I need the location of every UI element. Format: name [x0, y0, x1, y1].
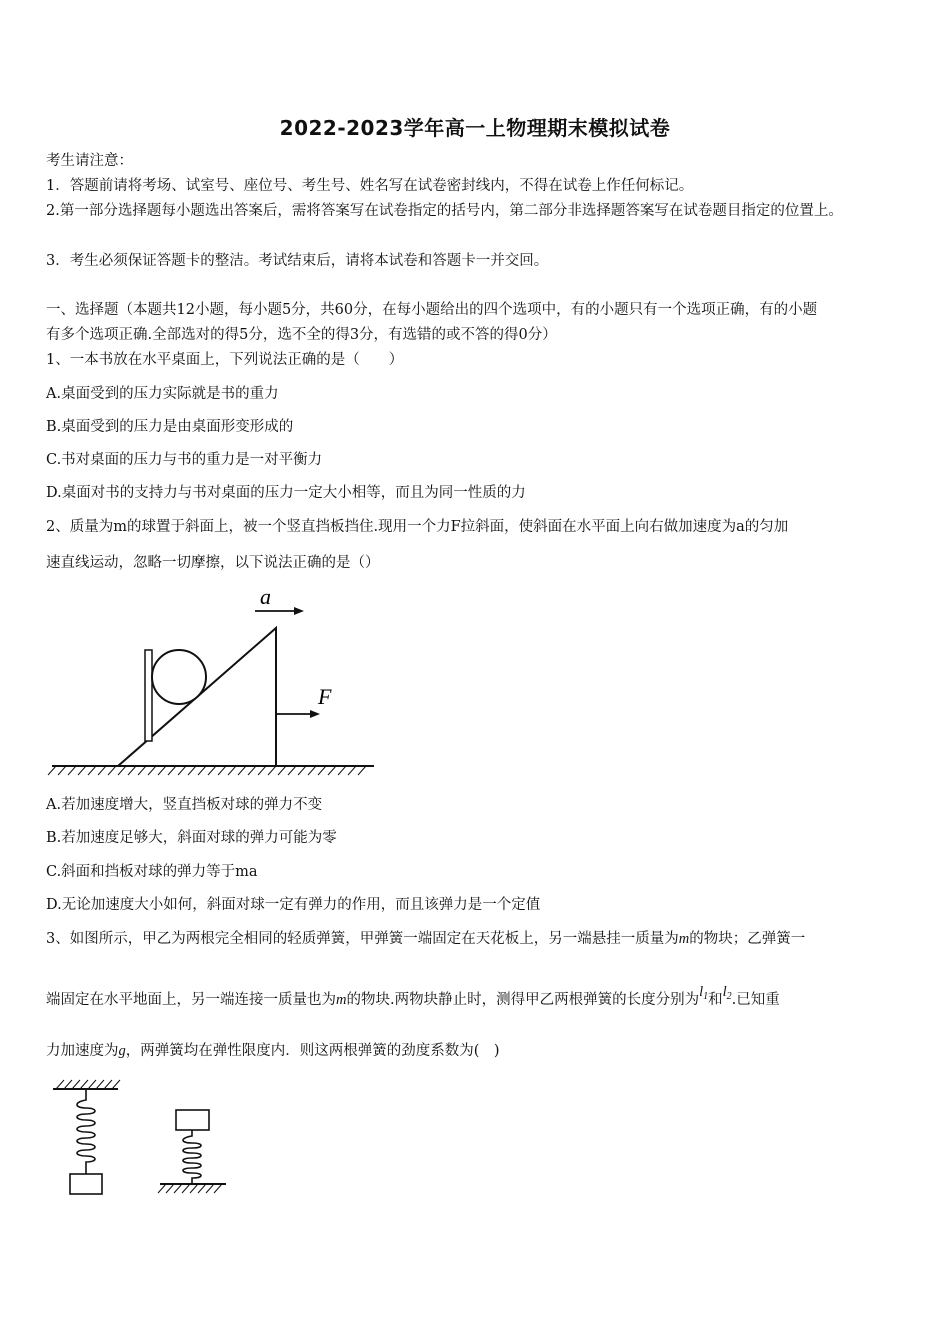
question-1-option-b: B.桌面受到的压力是由桌面形变形成的	[46, 419, 294, 435]
question-1-stem: 1、一本书放在水平桌面上，下列说法正确的是（ ）	[46, 352, 404, 368]
notice-heading: 考生请注意：	[46, 153, 133, 169]
question-2-stem-line-1: 2、质量为m的球置于斜面上，被一个竖直挡板挡住.现用一个力F拉斜面，使斜面在水平面上向右做加速度为a的匀加	[46, 519, 789, 535]
question-2-option-b: B.若加速度足够大，斜面对球的弹力可能为零	[46, 830, 337, 846]
springs-figure	[46, 1072, 236, 1202]
question-1-option-d: D.桌面对书的支持力与书对桌面的压力一定大小相等，而且为同一性质的力	[46, 485, 526, 501]
ground-hatching	[48, 766, 366, 775]
force-label: F	[318, 684, 332, 709]
floor-hatching	[158, 1184, 222, 1193]
hanging-spring	[77, 1089, 95, 1174]
question-3-stem-line-3: 力加速度为g，两弹簧均在弹性限度内．则这两根弹簧的劲度系数为( )	[46, 1043, 500, 1059]
incline-ball-figure	[46, 580, 386, 780]
force-arrowhead	[310, 710, 320, 718]
section-heading-line-2: 有多个选项正确.全部选对的得5分，选不全的得3分，有选错的或不答的得0分）	[46, 327, 557, 343]
ceiling-hatching	[56, 1080, 120, 1089]
page-title: 2022-2023学年高一上物理期末模拟试卷	[279, 116, 671, 140]
section-heading-line-1: 一、选择题（本题共12小题，每小题5分，共60分，在每小题给出的四个选项中，有的小题只有一个选项正确，有的小题	[46, 302, 818, 318]
acceleration-label: a	[260, 584, 271, 609]
question-2-option-d: D.无论加速度大小如何，斜面对球一定有弹力的作用，而且该弹力是一个定值	[46, 897, 541, 913]
notice-item-1: 1．答题前请将考场、试室号、座位号、考生号、姓名写在试卷密封线内，不得在试卷上作任何标记。	[46, 178, 694, 194]
question-2-option-a: A.若加速度增大，竖直挡板对球的弹力不变	[46, 797, 323, 813]
notice-item-2: 2.第一部分选择题每小题选出答案后，需将答案写在试卷指定的括号内，第二部分非选择题答案写在试卷题目指定的位置上。	[46, 203, 843, 219]
acceleration-arrowhead	[294, 607, 304, 615]
standing-block	[176, 1110, 209, 1130]
question-3-stem-line-2: 端固定在水平地面上，另一端连接一质量也为m的物块.两物块静止时，测得甲乙两根弹簧的长度分别为$l_1$和$l_2$.已知重	[46, 984, 780, 1008]
l1-symbol: $l_1$	[699, 984, 709, 1002]
question-1-option-c: C.书对桌面的压力与书的重力是一对平衡力	[46, 452, 323, 468]
question-2-stem-line-2: 速直线运动，忽略一切摩擦，以下说法正确的是（）	[46, 555, 380, 571]
question-1-option-a: A.桌面受到的压力实际就是书的重力	[46, 386, 279, 402]
question-2-option-c: C.斜面和挡板对球的弹力等于ma	[46, 864, 258, 880]
vertical-board	[145, 650, 152, 741]
question-3-stem-line-1: 3、如图所示，甲乙为两根完全相同的轻质弹簧，甲弹簧一端固定在天花板上，另一端悬挂一质量为m的物块；乙弹簧一	[46, 931, 806, 947]
ball	[152, 650, 206, 704]
notice-item-3: 3．考生必须保证答题卡的整洁。考试结束后，请将本试卷和答题卡一并交回。	[46, 253, 549, 269]
hanging-block	[70, 1174, 102, 1194]
standing-spring	[183, 1130, 201, 1184]
l2-symbol: $l_2$	[722, 984, 732, 1002]
